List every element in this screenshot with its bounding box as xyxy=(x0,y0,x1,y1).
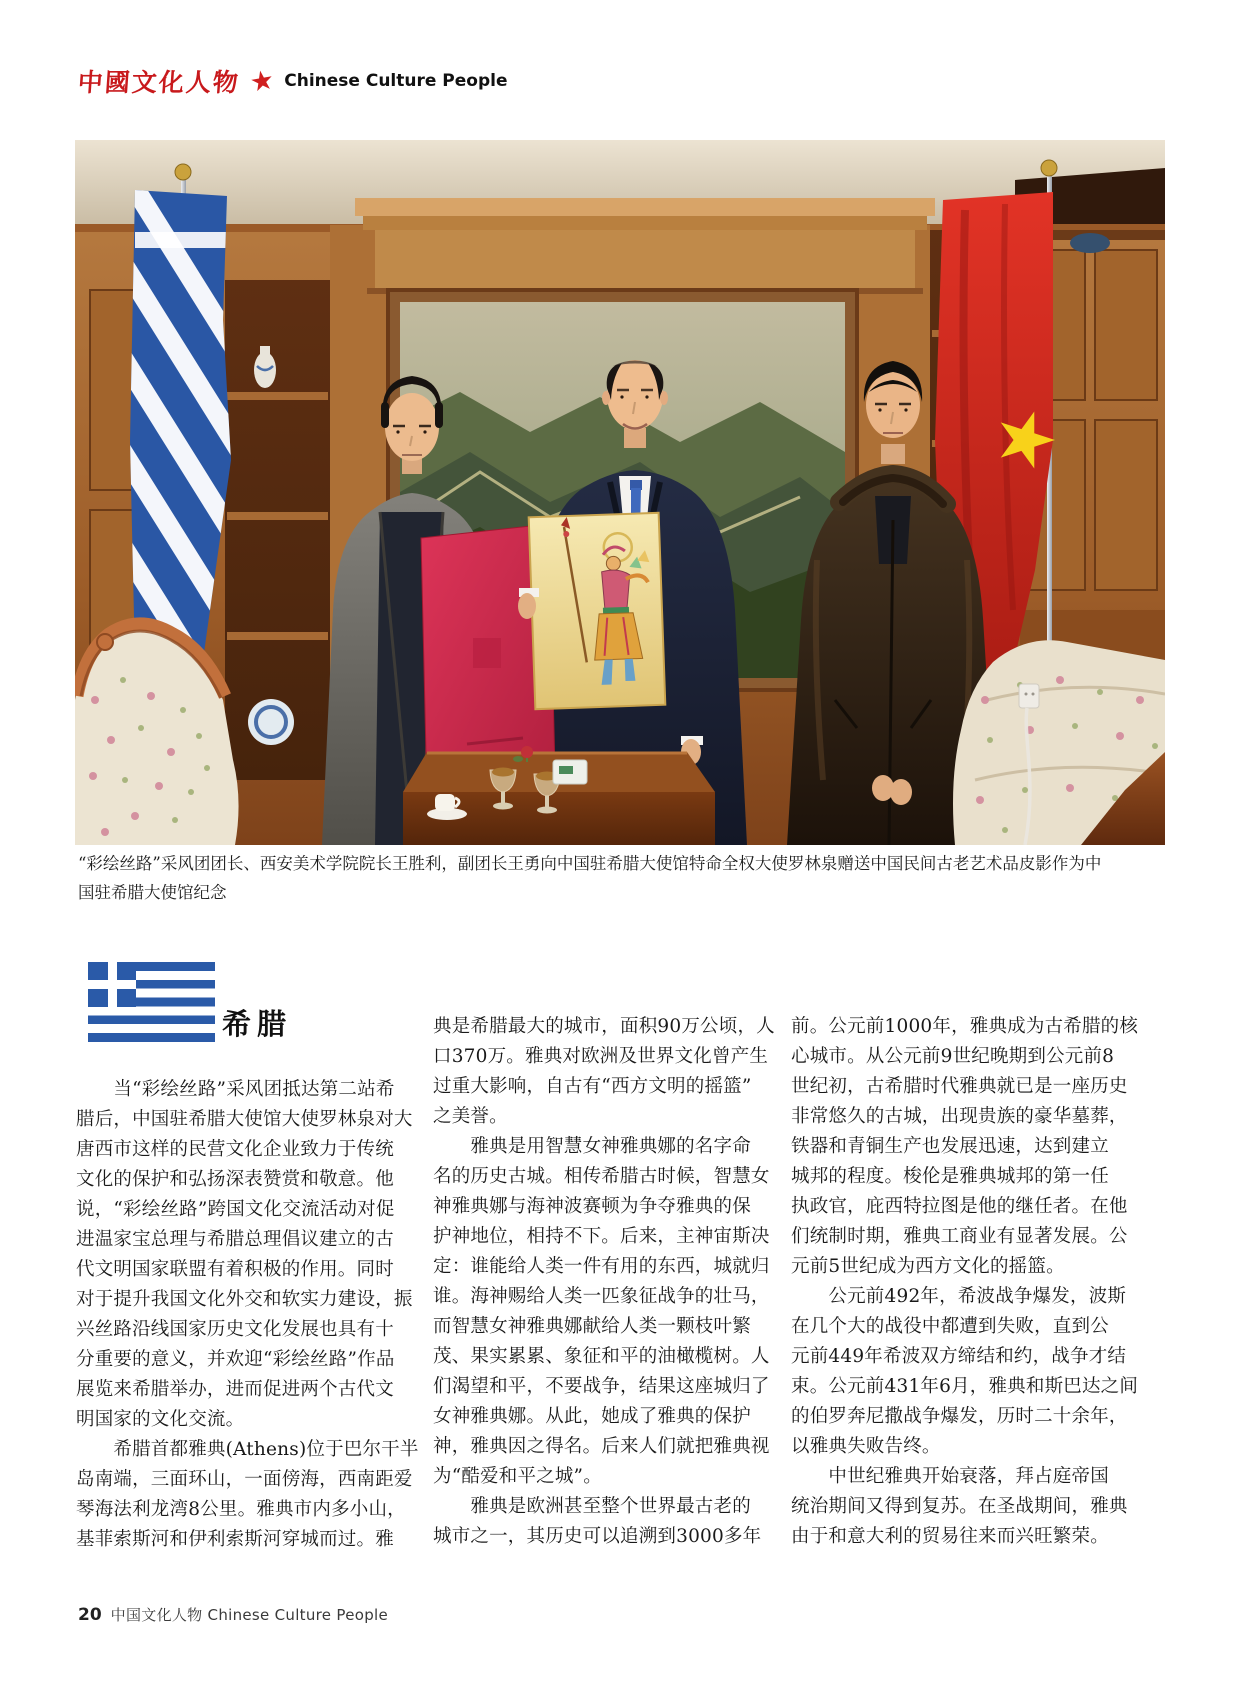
text-line: 公元前492年，希波战争爆发，波斯 xyxy=(791,1286,1127,1307)
decorative-plate xyxy=(248,699,294,745)
text-line: 典是希腊最大的城市，面积90万公顷，人 xyxy=(433,1016,775,1037)
section-title: 希腊 xyxy=(222,1007,293,1041)
text-line: 谁。海神赐给人类一匹象征战争的壮马， xyxy=(433,1286,770,1307)
text-line: 在几个大的战役中都遭到失败，直到公 xyxy=(791,1316,1109,1337)
text-line: 腊后，中国驻希腊大使馆大使罗林泉对大 xyxy=(76,1109,413,1130)
text-line: 们统制时期，雅典工商业有显著发展。公 xyxy=(791,1226,1128,1247)
article-column-2 xyxy=(433,1012,773,1552)
text-line: 国驻希腊大使馆纪念 xyxy=(78,883,227,902)
text-line: 由于和意大利的贸易往来而兴旺繁荣。 xyxy=(791,1526,1109,1547)
greece-flag-canton xyxy=(88,962,136,1007)
greece-flag-icon xyxy=(88,962,215,1042)
text-line: 当“彩绘丝路”采风团抵达第二站希 xyxy=(76,1079,395,1100)
text-line: 心城市。从公元前9世纪晚期到公元前8 xyxy=(791,1046,1115,1067)
text-line: 定：谁能给人类一件有用的东西，城就归 xyxy=(433,1256,770,1277)
text-line: 琴海法利龙湾8公里。雅典市内多小山， xyxy=(76,1499,406,1520)
masthead xyxy=(78,60,508,102)
magazine-logo-cn: 中國文化人物 xyxy=(76,68,241,97)
text-line: 铁器和青铜生产也发展迅速，达到建立 xyxy=(791,1136,1109,1157)
text-line: 以雅典失败告终。 xyxy=(791,1436,941,1457)
text-line: “彩绘丝路”采风团团长、西安美术学院院长王胜利，副团长王勇向中国驻希腊大使馆特命全权大使罗林泉赠送中国民间古老艺术品皮影作为中 xyxy=(78,854,1102,873)
coffee-table xyxy=(403,746,715,845)
red-star-icon: ★ xyxy=(247,63,277,99)
text-line: 唐西市这样的民营文化企业致力于传统 xyxy=(76,1139,394,1160)
text-line: 说，“彩绘丝路”跨国文化交流活动对促 xyxy=(76,1199,395,1220)
footer-magazine-name: 中国文化人物 Chinese Culture People xyxy=(110,1606,389,1624)
text-line: 口370万。雅典对欧洲及世界文化曾产生 xyxy=(433,1046,769,1067)
text-line: 束。公元前431年6月，雅典和斯巴达之间 xyxy=(791,1376,1139,1397)
text-line: 神，雅典因之得名。后来人们就把雅典视 xyxy=(433,1436,770,1457)
text-line: 元前449年希波双方缔结和约，战争才结 xyxy=(791,1346,1127,1367)
text-line: 明国家的文化交流。 xyxy=(76,1409,245,1430)
text-line: 城邦的程度。梭伦是雅典城邦的第一任 xyxy=(791,1166,1109,1187)
shadow-puppet-artwork xyxy=(529,513,666,709)
photo-caption xyxy=(78,849,1170,907)
text-line: 护神地位，相持不下。后来，主神宙斯决 xyxy=(433,1226,770,1247)
text-line: 雅典是用智慧女神雅典娜的名字命 xyxy=(433,1136,751,1157)
text-line: 岛南端，三面环山，一面傍海，西南距爱 xyxy=(76,1469,413,1490)
text-line: 神雅典娜与海神波赛顿为争夺雅典的保 xyxy=(433,1196,751,1217)
text-line: 希腊首都雅典(Athens)位于巴尔干半 xyxy=(76,1439,419,1460)
text-line: 展览来希腊举办，进而促进两个古代文 xyxy=(76,1379,394,1400)
text-line: 过重大影响，自古有“西方文明的摇篮” xyxy=(433,1076,752,1097)
page-footer xyxy=(78,1604,388,1625)
text-line: 的伯罗奔尼撒战争爆发，历时二十余年， xyxy=(791,1406,1128,1427)
text-line: 而智慧女神雅典娜献给人类一颗枝叶繁 xyxy=(433,1316,751,1337)
text-line: 中世纪雅典开始衰落，拜占庭帝国 xyxy=(791,1466,1109,1487)
shelf-bowl xyxy=(1070,233,1110,253)
text-line: 之美誉。 xyxy=(433,1106,508,1127)
ceremony-photo xyxy=(75,140,1165,845)
magazine-logo-en: Chinese Culture People xyxy=(284,71,508,91)
text-line: 文化的保护和弘扬深表赞赏和敬意。他 xyxy=(76,1169,394,1190)
text-line: 执政官，庇西特拉图是他的继任者。在他 xyxy=(791,1196,1128,1217)
tissue-box xyxy=(553,760,587,784)
text-line: 对于提升我国文化外交和软实力建设，振 xyxy=(76,1289,413,1310)
text-line: 元前5世纪成为西方文化的摇篮。 xyxy=(791,1256,1065,1277)
text-line: 前。公元前1000年，雅典成为古希腊的核 xyxy=(791,1016,1139,1037)
text-line: 统治期间又得到复苏。在圣战期间，雅典 xyxy=(791,1496,1128,1517)
text-line: 名的历史古城。相传希腊古时候，智慧女 xyxy=(433,1166,770,1187)
text-line: 进温家宝总理与希腊总理倡议建立的古 xyxy=(76,1229,394,1250)
text-line: 雅典是欧洲甚至整个世界最古老的 xyxy=(433,1496,751,1517)
article-column-3 xyxy=(791,1012,1139,1552)
text-line: 代文明国家联盟有着积极的作用。同时 xyxy=(76,1259,394,1280)
text-line: 为“酷爱和平之城”。 xyxy=(433,1466,602,1487)
text-line: 基菲索斯河和伊利索斯河穿城而过。雅 xyxy=(76,1529,394,1550)
text-line: 们渴望和平，不要战争，结果这座城归了 xyxy=(433,1376,770,1397)
text-line: 分重要的意义，并欢迎“彩绘丝路”作品 xyxy=(76,1349,395,1370)
text-line: 茂、果实累累、象征和平的油橄榄树。人 xyxy=(433,1346,770,1367)
text-line: 女神雅典娜。从此，她成了雅典的保护 xyxy=(433,1406,751,1427)
photo-scene xyxy=(75,140,1165,845)
page-number: 20 xyxy=(78,1605,102,1625)
text-line: 兴丝路沿线国家历史文化发展也具有十 xyxy=(76,1319,394,1340)
text-line: 非常悠久的古城，出现贵族的豪华墓葬， xyxy=(791,1106,1128,1127)
text-line: 城市之一，其历史可以追溯到3000多年 xyxy=(433,1526,762,1547)
text-line: 世纪初，古希腊时代雅典就已是一座历史 xyxy=(791,1076,1128,1097)
article-column-1 xyxy=(76,1075,419,1555)
